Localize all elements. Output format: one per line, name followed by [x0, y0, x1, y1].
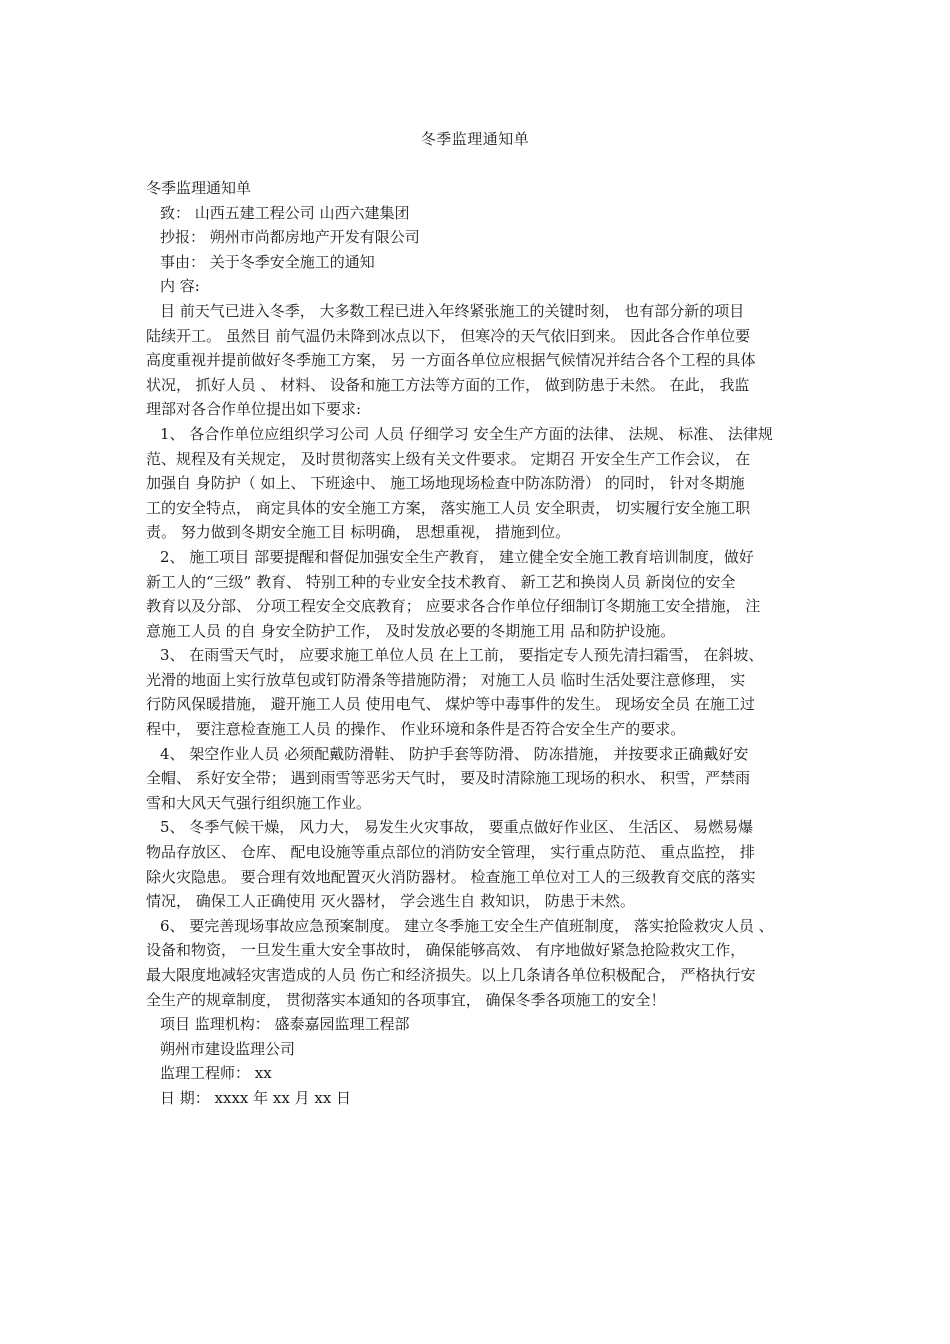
text-line: 4、 架空作业人员 必须配戴防滑鞋、 防护手套等防滑、 防冻措施， 并按要求正确戴好安 [160, 744, 749, 763]
signature-date-line: 日 期： xxxx 年 xx 月 xx 日 [160, 1088, 352, 1107]
signature-org-line: 项目 监理机构： 盛泰嘉园监理工程部 [160, 1015, 410, 1034]
content-label: 内 容: [160, 277, 200, 296]
text-line: 责。 努力做到冬期安全施工目 标明确， 思想重视， 措施到位。 [146, 523, 571, 542]
text-line: 状况， 抓好人员 、 材料、 设备和施工方法等方面的工作， 做到防患于未然。 在此， 我监 [146, 375, 750, 394]
text-line: 工的安全特点， 商定具体的安全施工方案， 落实施工人员 安全职责， 切实履行安全施工职 [146, 498, 751, 517]
text-line: 1、 各合作单位应组织学习公司 人员 仔细学习 安全生产方面的法律、 法规、 标准、 法律规 [160, 424, 773, 443]
text-line: 3、 在雨雪天气时， 应要求施工单位人员 在上工前， 要指定专人预先清扫霜雪， 在斜坡、 [160, 646, 764, 665]
text-line: 加强自 身防护（ 如上、 下班途中、 施工场地现场检查中防冻防滑） 的同时， 针对冬期施 [146, 474, 745, 493]
text-line: 情况， 确保工人正确使用 灭火器材， 学会逃生自 救知识， 防患于未然。 [146, 892, 635, 911]
body-heading: 冬季监理通知单 [146, 179, 252, 197]
text-line: 教育以及分部、 分项工程安全交底教育； 应要求各合作单位仔细制订冬期施工安全措施， 注 [146, 597, 761, 616]
signature-engineer-line: 监理工程师： xx [160, 1064, 272, 1083]
document-body [146, 176, 811, 1111]
text-line: 范、规程及有关规定， 及时贯彻落实上级有关文件要求。 定期召 开安全生产工作会议， 在 [146, 449, 751, 468]
page-title: 冬季监理通知单 [420, 130, 530, 148]
text-line: 设备和物资， 一旦发生重大安全事故时， 确保能够高效、 有序地做好紧急抢险救灾工作， [146, 941, 746, 960]
text-line: 全帽、 系好安全带； 遇到雨雪等恶劣天气时， 要及时清除施工现场的积水、 积雪，严禁雨 [146, 769, 751, 788]
text-line: 2、 施工项目 部要提醒和督促加强安全生产教育， 建立健全安全施工教育培训制度，做好 [160, 547, 754, 566]
text-line: 陆续开工。 虽然目 前气温仍未降到冰点以下， 但寒冷的天气依旧到来。 因此各合作单位要 [146, 326, 751, 345]
text-line: 新工人的“三级” 教育、 特别工种的专业安全技术教育、 新工艺和换岗人员 新岗位的安全 [146, 572, 736, 591]
text-line: 雪和大风天气强行组织施工作业。 [146, 793, 372, 812]
text-line: 高度重视并提前做好冬季施工方案， 另 一方面各单位应根据气候情况并结合各个工程的具体 [146, 351, 756, 370]
text-line: 行防风保暖措施， 避开施工人员 使用电气、 煤炉等中毒事件的发生。 现场安全员 在施工过 [146, 695, 755, 714]
text-line: 物品存放区、 仓库、 配电设施等重点部位的消防安全管理， 实行重点防范、 重点监控， 排 [146, 843, 755, 862]
recipient-line: 致： 山西五建工程公司 山西六建集团 [160, 203, 410, 222]
subject-line: 事由： 关于冬季安全施工的通知 [160, 252, 375, 271]
text-line: 5、 冬季气候干燥， 风力大， 易发生火灾事故， 要重点做好作业区、 生活区、 易燃易爆 [160, 818, 754, 837]
text-line: 光滑的地面上实行放草包或钉防滑条等措施防滑； 对施工人员 临时生活处要注意修理， 实 [146, 670, 746, 689]
text-line: 最大限度地减轻灾害造成的人员 伤亡和经济损失。以上几条请各单位积极配合， 严格执行安 [146, 966, 756, 984]
text-line: 6、 要完善现场事故应急预案制度。 建立冬季施工安全生产值班制度， 落实抢险救灾人员 、 [160, 916, 774, 935]
text-line: 意施工人员 的自 身安全防护工作， 及时发放必要的冬期施工用 品和防护设施。 [146, 621, 676, 640]
signature-company-line: 朔州市建设监理公司 [160, 1039, 296, 1058]
text-line: 理部对各合作单位提出如下要求: [146, 400, 362, 419]
text-line: 程中， 要注意检查施工人员 的操作、 作业环境和条件是否符合安全生产的要求。 [146, 720, 686, 739]
text-line: 目 前天气已进入冬季， 大多数工程已进入年终紧张施工的关键时刻， 也有部分新的项目 [160, 301, 745, 320]
cc-line: 抄报： 朔州市尚都房地产开发有限公司 [160, 228, 420, 247]
text-line: 除火灾隐患。 要合理有效地配置灭火消防器材。 检查施工单位对工人的三级教育交底的落实 [146, 867, 756, 886]
text-line: 全生产的规章制度， 贯彻落实本通知的各项事宜， 确保冬季各项施工的安全！ [146, 990, 666, 1009]
